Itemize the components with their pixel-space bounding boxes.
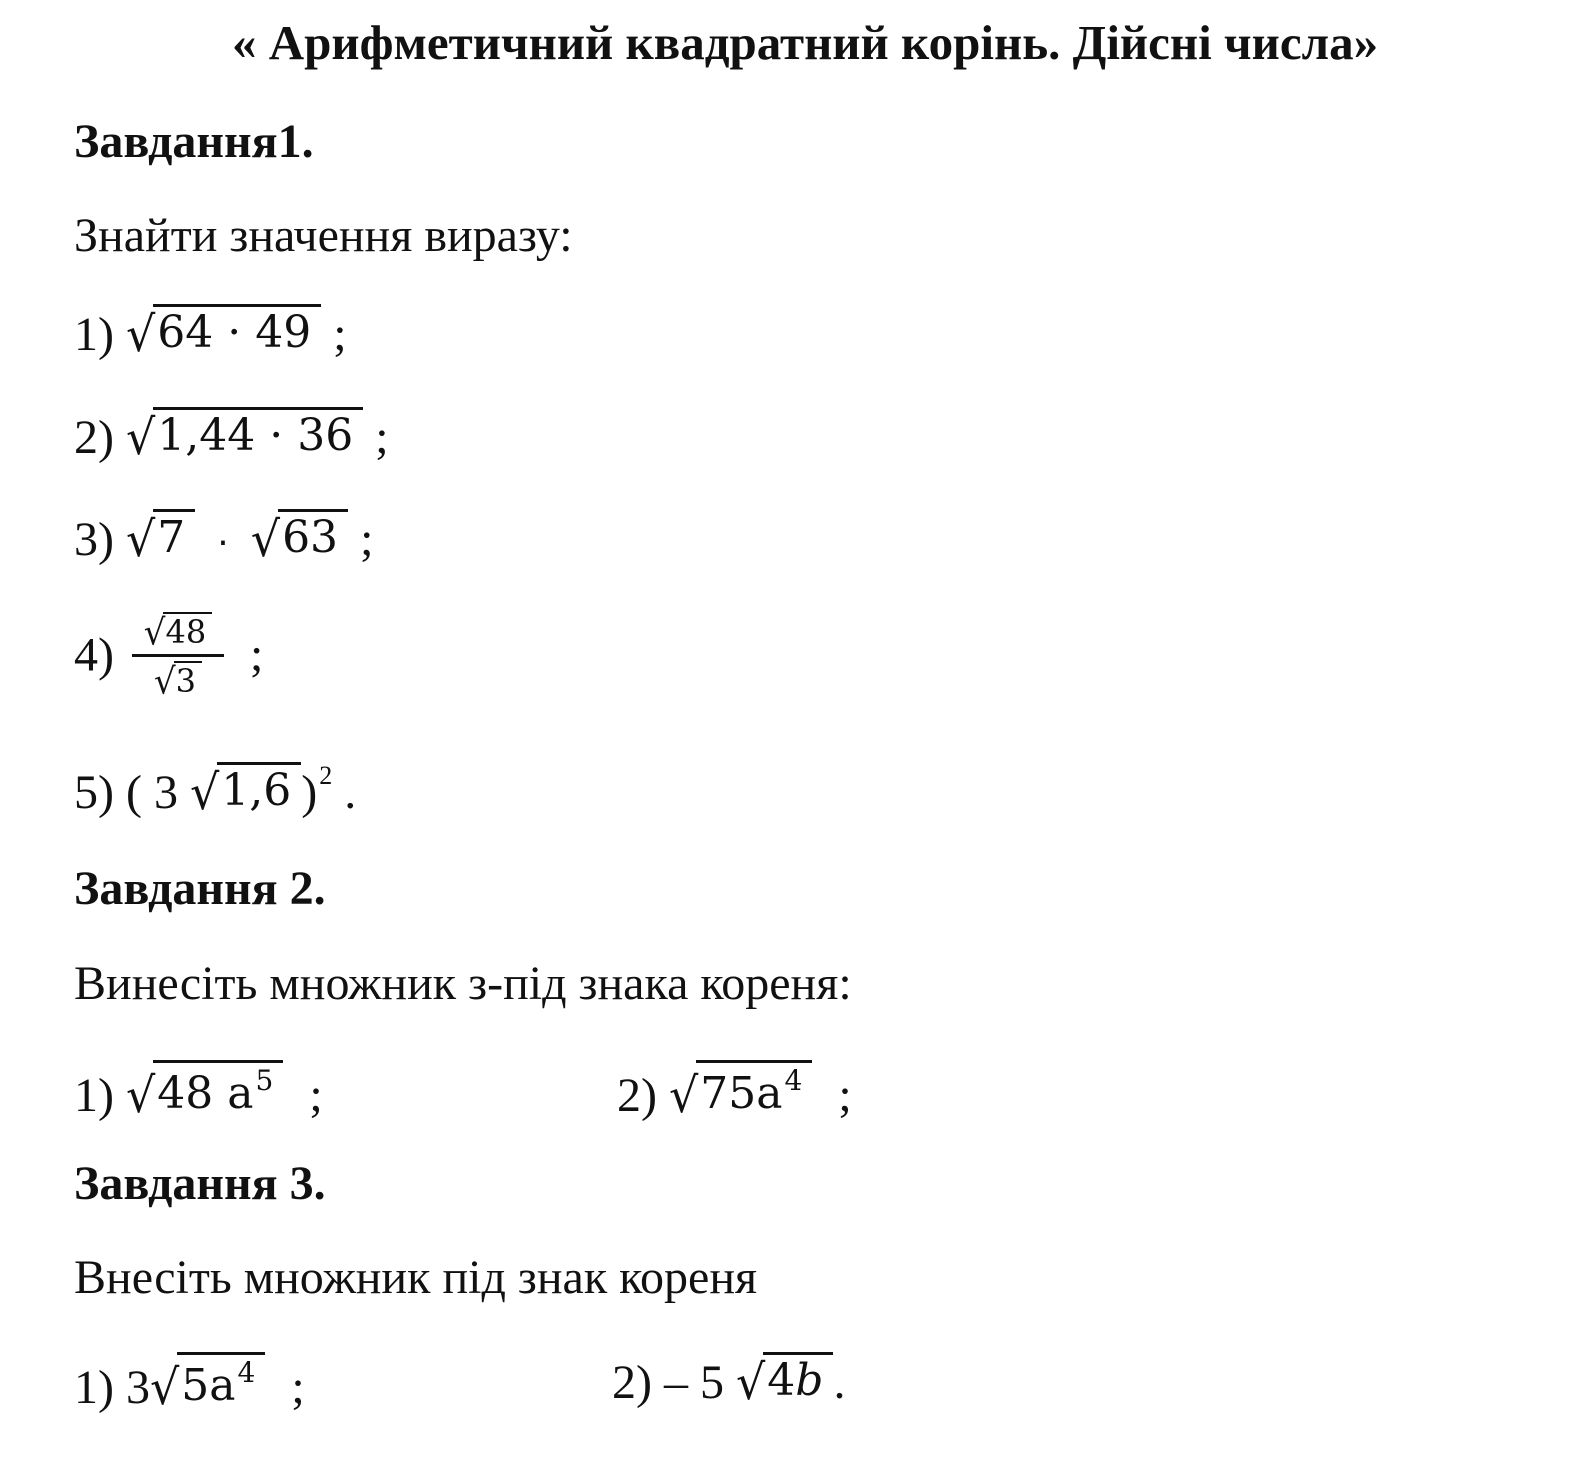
sqrt <box>149 1352 265 1416</box>
radicand-base: 5a <box>181 1360 236 1411</box>
punctuation: ; <box>375 411 389 464</box>
punctuation: ; <box>333 308 347 361</box>
sqrt <box>668 1060 812 1124</box>
exponent: 4 <box>784 1064 803 1097</box>
open-paren: ( 3 <box>125 766 178 819</box>
sqrt-sign-icon: √ <box>125 305 156 363</box>
task1-item-5 <box>74 761 357 821</box>
task2-heading: Завдання 2. <box>74 862 326 915</box>
item-label: 1) <box>74 1361 114 1414</box>
radicand <box>696 1060 812 1119</box>
item-label: 5) <box>74 766 114 819</box>
radicand-variable: b <box>795 1355 824 1406</box>
radicand: 7 <box>153 509 195 560</box>
sqrt-sign-icon: √ <box>668 1066 699 1124</box>
radicand: 48 <box>163 612 212 648</box>
sqrt-sign-icon: √ <box>125 510 156 568</box>
sqrt <box>125 304 321 363</box>
item-label: 2) <box>74 411 114 464</box>
page-title: « Арифметичний квадратний корінь. Дійсні числа» <box>232 15 1379 70</box>
exponent: 2 <box>319 761 333 790</box>
denominator-sqrt <box>153 661 202 703</box>
task1-item-2 <box>74 407 389 466</box>
punctuation: . <box>344 766 357 819</box>
task2-item-1 <box>74 1060 323 1124</box>
task3-instruction: Внесіть множник під знак кореня <box>74 1251 758 1304</box>
radicand <box>763 1352 833 1406</box>
punctuation: ; <box>360 513 374 566</box>
sqrt <box>250 509 348 568</box>
radicand: 3 <box>174 661 202 697</box>
task1-heading: Завдання1. <box>74 115 314 168</box>
item-label: 4) <box>74 628 114 682</box>
item-label: 1) <box>74 308 114 361</box>
task3-item-2 <box>612 1352 846 1411</box>
punctuation: ; <box>249 628 264 682</box>
sqrt-sign-icon: √ <box>125 1066 156 1124</box>
task1-item-3 <box>74 509 374 568</box>
sqrt <box>125 1060 283 1124</box>
radicand-base: 75a <box>700 1068 783 1119</box>
sqrt <box>189 762 301 821</box>
task2-item-2 <box>617 1060 852 1124</box>
exponent: 5 <box>255 1064 274 1097</box>
radicand-base: 48 a <box>157 1068 254 1119</box>
close-paren: ) <box>301 766 318 819</box>
sqrt-sign-icon: √ <box>189 763 220 821</box>
radicand: 64 · 49 <box>153 304 321 355</box>
punctuation: ; <box>309 1069 323 1122</box>
task3-heading: Завдання 3. <box>74 1157 326 1210</box>
task3-item-1 <box>74 1352 305 1416</box>
sqrt-sign-icon: √ <box>125 408 156 466</box>
multiply-dot: · <box>217 523 229 564</box>
sqrt <box>735 1352 833 1411</box>
radicand <box>153 1060 283 1119</box>
radicand-number: 4 <box>767 1355 796 1406</box>
sqrt <box>125 407 363 466</box>
punctuation: ; <box>838 1069 852 1122</box>
sqrt-sign-icon: √ <box>735 1353 766 1411</box>
radicand: 1,6 <box>217 762 301 813</box>
radicand: 1,44 · 36 <box>153 407 363 458</box>
sqrt-sign-icon: √ <box>143 612 166 654</box>
radicand: 63 <box>278 509 348 560</box>
task1-item-4 <box>74 612 264 703</box>
sqrt-sign-icon: √ <box>250 510 281 568</box>
coefficient: – 5 <box>663 1356 724 1409</box>
numerator-sqrt <box>143 612 212 654</box>
item-label: 2) <box>617 1069 657 1122</box>
radicand <box>177 1352 265 1411</box>
sqrt <box>125 509 195 568</box>
exponent: 4 <box>237 1356 256 1389</box>
sqrt-sign-icon: √ <box>153 661 176 703</box>
sqrt-sign-icon: √ <box>149 1358 180 1416</box>
task1-instruction: Знайти значення виразу: <box>74 209 573 262</box>
item-label: 2) <box>612 1356 652 1409</box>
fraction-bar <box>132 654 224 657</box>
coefficient: 3 <box>125 1361 150 1414</box>
punctuation: ; <box>291 1361 305 1414</box>
punctuation: . <box>833 1356 846 1409</box>
fraction <box>132 612 224 703</box>
task1-item-1 <box>74 304 347 363</box>
task2-instruction: Винесіть множник з-під знака кореня: <box>74 957 852 1010</box>
item-label: 3) <box>74 513 114 566</box>
item-label: 1) <box>74 1069 114 1122</box>
